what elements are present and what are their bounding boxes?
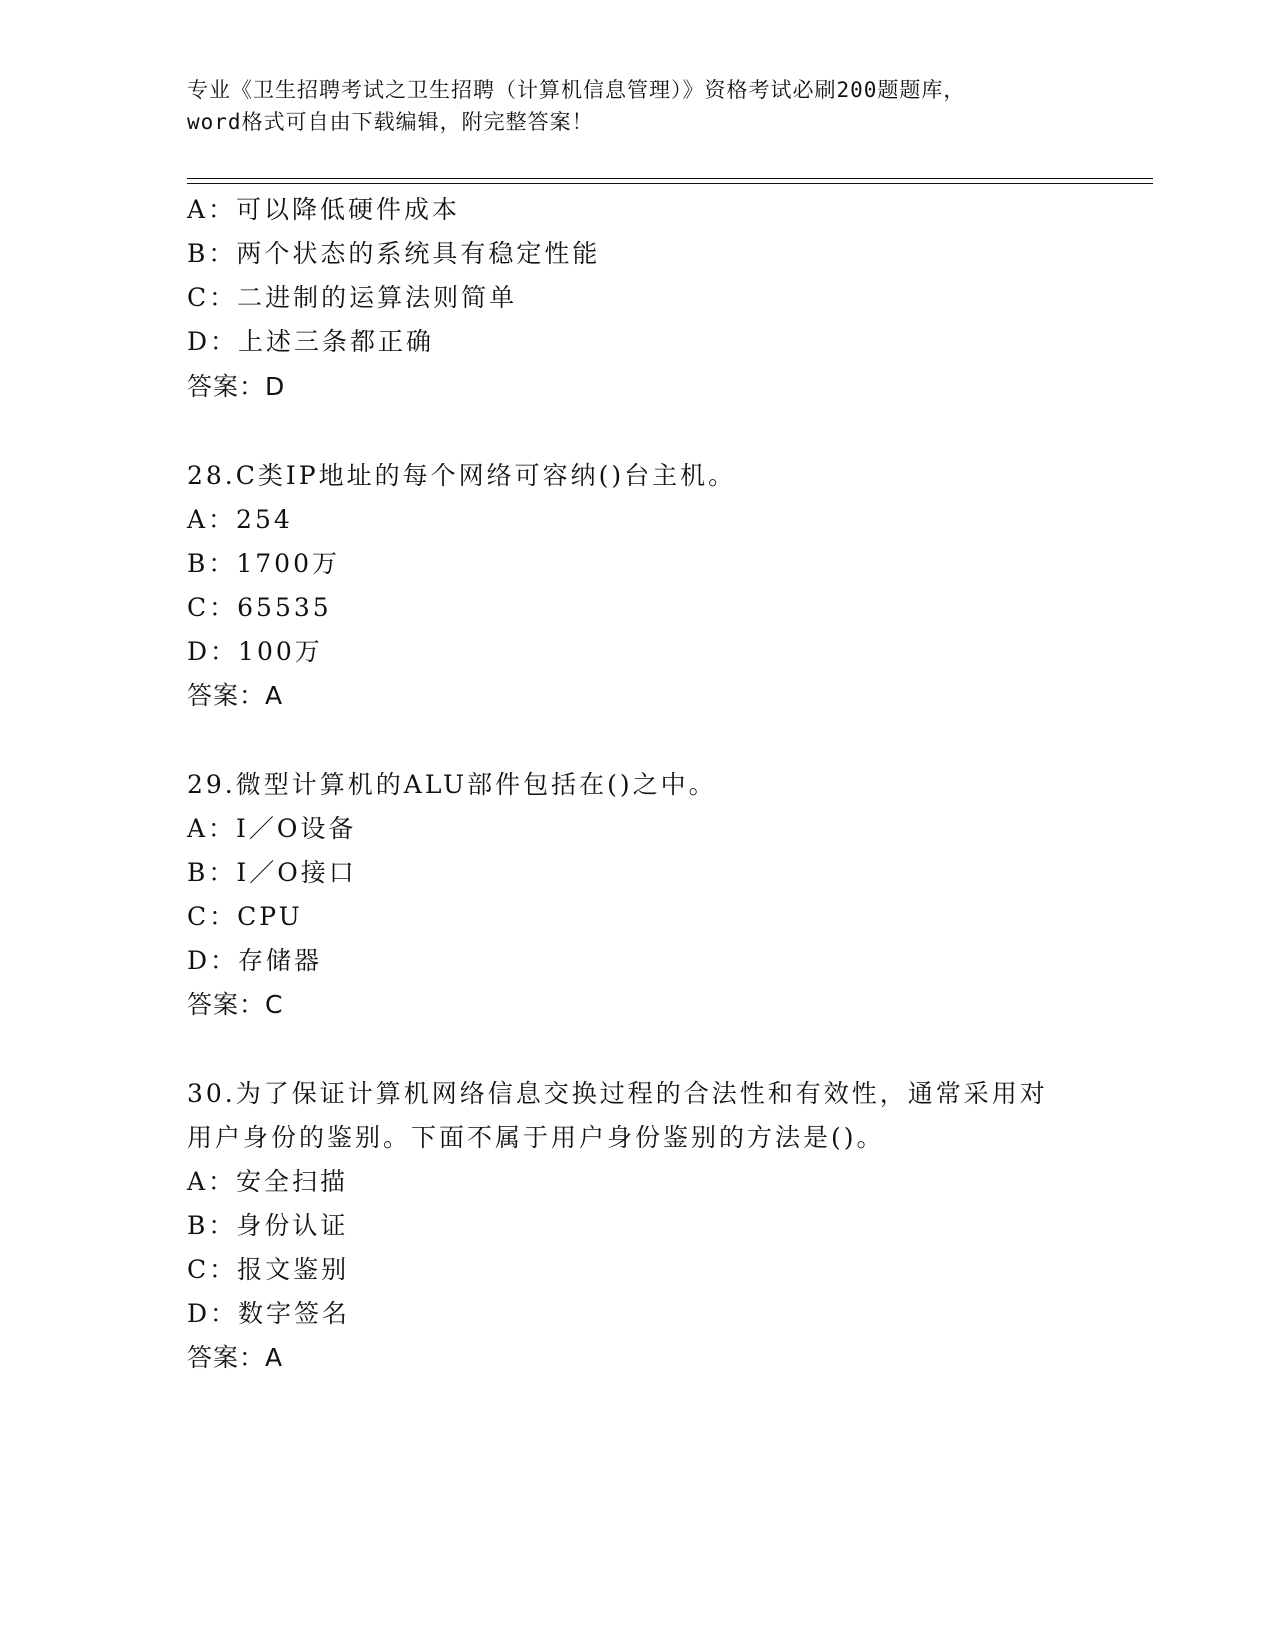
q28-option-b: B：1700万 — [187, 549, 340, 578]
q28-option-c: C：65535 — [187, 593, 332, 622]
q28-option-a: A：254 — [187, 505, 293, 534]
q30-option-c: C：报文鉴别 — [187, 1255, 350, 1284]
header-title-line-2: word格式可自由下载编辑，附完整答案！ — [187, 110, 594, 134]
q27-option-d: D：上述三条都正确 — [187, 327, 435, 356]
q29-option-a: A：I／O设备 — [187, 814, 357, 843]
q30-question-line-2: 用户身份的鉴别。下面不属于用户身份鉴别的方法是()。 — [187, 1123, 885, 1152]
q29-answer: 答案：C — [187, 990, 284, 1019]
q29-option-b: B：I／O接口 — [187, 858, 357, 887]
q28-answer: 答案：A — [187, 681, 284, 710]
q29-option-d: D：存储器 — [187, 946, 323, 975]
q29-option-c: C：CPU — [187, 902, 303, 931]
q30-option-a: A：安全扫描 — [187, 1167, 349, 1196]
document-header — [187, 74, 1087, 138]
q30-answer: 答案：A — [187, 1343, 284, 1372]
header-divider-top — [187, 178, 1153, 179]
q28-option-d: D：100万 — [187, 637, 323, 666]
q27-option-b: B：两个状态的系统具有稳定性能 — [187, 239, 601, 268]
header-title-line-1: 专业《卫生招聘考试之卫生招聘（计算机信息管理）》资格考试必刷200题题库， — [187, 78, 966, 102]
q28-question: 28.C类IP地址的每个网络可容纳()台主机。 — [187, 461, 737, 490]
q27-option-a: A：可以降低硬件成本 — [187, 195, 461, 224]
q29-question: 29.微型计算机的ALU部件包括在()之中。 — [187, 770, 717, 799]
q27-option-c: C：二进制的运算法则简单 — [187, 283, 518, 312]
header-divider-bottom — [187, 183, 1153, 184]
q30-question-line-1: 30.为了保证计算机网络信息交换过程的合法性和有效性，通常采用对 — [187, 1079, 1048, 1108]
q30-option-d: D：数字签名 — [187, 1299, 351, 1328]
q27-answer: 答案：D — [187, 372, 286, 401]
q30-option-b: B：身份认证 — [187, 1211, 349, 1240]
